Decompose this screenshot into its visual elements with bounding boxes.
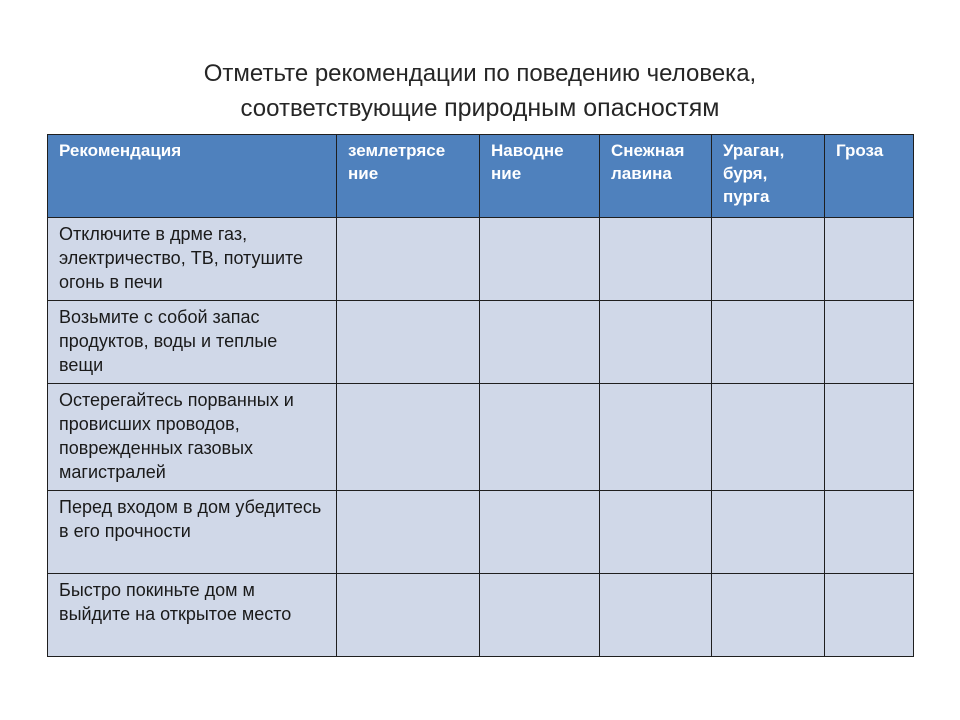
thunderstorm-cell[interactable] [825, 301, 914, 384]
flood-cell[interactable] [480, 301, 600, 384]
table-row [48, 384, 914, 491]
table-row [48, 574, 914, 657]
flood-cell[interactable] [480, 384, 600, 491]
header-earthquake: землетрясе ние [337, 135, 480, 218]
thunderstorm-cell[interactable] [825, 574, 914, 657]
title-line-2 [0, 91, 960, 126]
recommendation-cell: Быстро покиньте дом м выйдите на открытое место [48, 574, 337, 657]
table-row [48, 218, 914, 301]
hurricane-cell[interactable] [712, 491, 825, 574]
flood-cell[interactable] [480, 218, 600, 301]
hurricane-cell[interactable] [712, 384, 825, 491]
recommendation-cell: Остерегайтесь порванных и провисших проводов, поврежденных газовых магистралей [48, 384, 337, 491]
earthquake-cell[interactable] [337, 491, 480, 574]
flood-cell[interactable] [480, 574, 600, 657]
thunderstorm-cell[interactable] [825, 218, 914, 301]
earthquake-cell[interactable] [337, 574, 480, 657]
header-hurricane: Ураган, буря, пурга [712, 135, 825, 218]
table-row [48, 301, 914, 384]
title-line-2-part-2: природным опасностям [444, 94, 720, 122]
earthquake-cell[interactable] [337, 301, 480, 384]
header-recommendation: Рекомендация [48, 135, 337, 218]
avalanche-cell[interactable] [600, 301, 712, 384]
avalanche-cell[interactable] [600, 384, 712, 491]
hurricane-cell[interactable] [712, 574, 825, 657]
table-row [48, 491, 914, 574]
header-row [48, 135, 914, 218]
recommendations-table [47, 134, 914, 657]
flood-cell[interactable] [480, 491, 600, 574]
header-avalanche: Снежная лавина [600, 135, 712, 218]
title-line-2-part-1: соответствующие [240, 95, 445, 122]
avalanche-cell[interactable] [600, 491, 712, 574]
hurricane-cell[interactable] [712, 301, 825, 384]
thunderstorm-cell[interactable] [825, 491, 914, 574]
title-line-1: Отметьте рекомендации по поведению человека, [203, 60, 757, 87]
slide-title [0, 57, 960, 126]
hurricane-cell[interactable] [712, 218, 825, 301]
header-thunderstorm: Гроза [825, 135, 914, 218]
earthquake-cell[interactable] [337, 218, 480, 301]
recommendation-cell: Отключите в дрме газ, электричество, ТВ, потушите огонь в печи [48, 218, 337, 301]
earthquake-cell[interactable] [337, 384, 480, 491]
avalanche-cell[interactable] [600, 218, 712, 301]
avalanche-cell[interactable] [600, 574, 712, 657]
recommendation-cell: Возьмите с собой запас продуктов, воды и теплые вещи [48, 301, 337, 384]
header-flood: Наводне ние [480, 135, 600, 218]
recommendation-cell: Перед входом в дом убедитесь в его прочности [48, 491, 337, 574]
thunderstorm-cell[interactable] [825, 384, 914, 491]
